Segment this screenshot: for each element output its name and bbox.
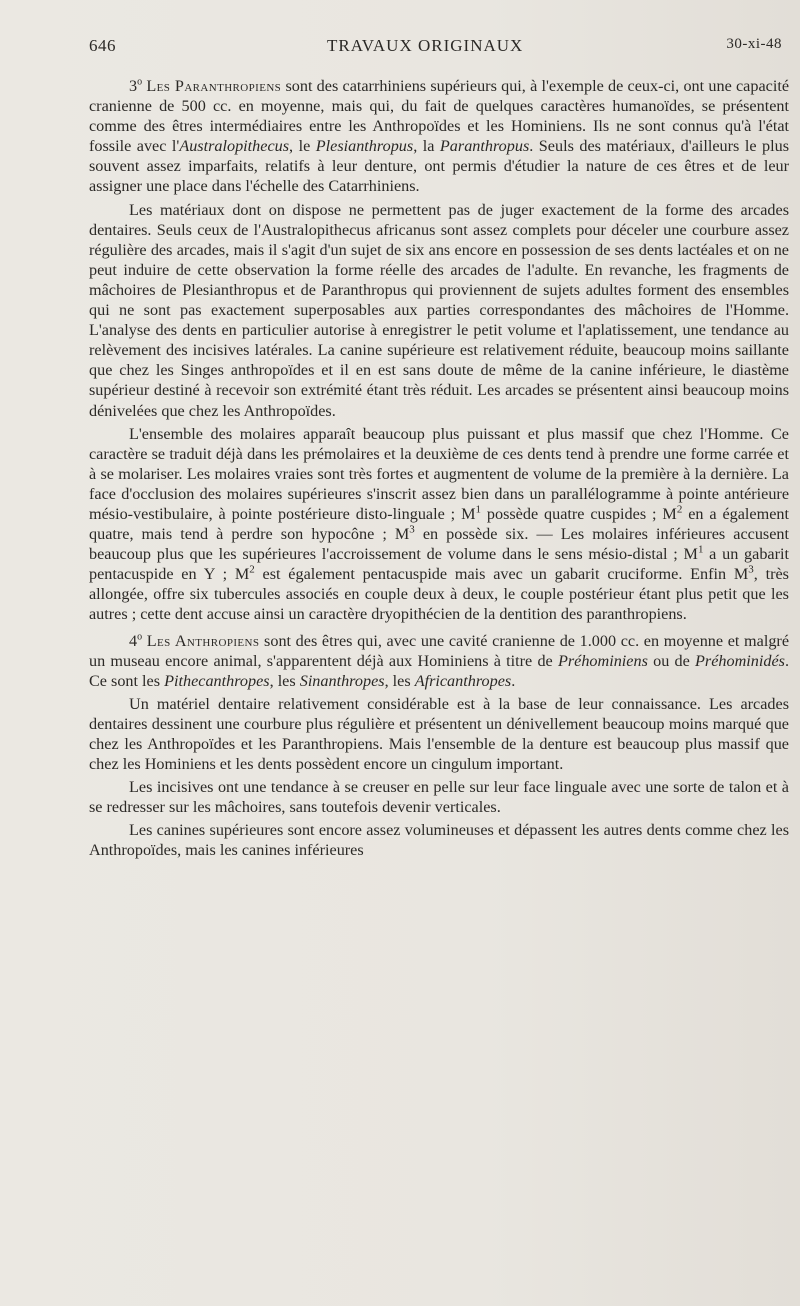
taxon-name: Australopithecus: [179, 137, 290, 156]
tooth-index: 3: [748, 563, 754, 576]
taxon-name: Préhominidés: [695, 651, 785, 670]
section-number: 4: [129, 631, 138, 650]
issue-date: 30-xi-48: [726, 36, 782, 52]
running-head: [89, 36, 782, 60]
section-degree: o: [137, 76, 143, 88]
section-heading: Les Paranthropiens: [146, 77, 282, 95]
paragraph-canines: Les canines supérieures sont encore assez volumineuses et dépassent les autres dents comme chez les Anthropoïdes, mais les canines inférieures: [89, 821, 789, 860]
paragraph-arcades: Les matériaux dont on dispose ne permettent pas de juger exactement de la forme des arcades dentaires. Seuls ceux de l'Australopithecus africanus sont assez complets pour déceler une courbure assez régulière des arcades, mais il s'agit d'un sujet de six ans encore en possession de ses dents lactéales et on ne peut induire de cette observation la forme réelle des arcades de l'adulte. En revanche, les fragments de mâchoires de Plesianthropus et de Paranthropus qui proviennent de sujets adultes forment des ensembles qui ne sont pas exactement superposables aux parties correspondantes des mâchoires de l'Homme. L'analyse des dents en particulier autorise à enregistrer le petit volume et l'aplatissement, une tendance au relèvement des incisives latérales. La canine supérieure est relativement réduite, beaucoup moins saillante que chez les Singes anthropoïdes et il en est sans doute de même de la canine inférieure, le diastème supérieur destiné à recevoir son extrémité étant très réduit. Les arcades se présentent ainsi beaucoup moins dénivelées que chez les Anthropoïdes.: [89, 200, 789, 420]
section-heading: Les Anthropiens: [146, 631, 260, 650]
section-number: 3: [129, 77, 138, 95]
tooth-index: 2: [249, 563, 255, 576]
taxon-name: Pithecanthropes: [164, 671, 270, 690]
taxon-name: Africanthropes: [414, 671, 512, 690]
paragraph-molaires: L'ensemble des molaires apparaît beaucoup plus puissant et plus massif que chez l'Homme. Ce caractère se traduit déjà dans les prémolaires et la deuxième de ces dents tend à prendre une forme carrée et à se molariser. Les molaires vraies sont très fortes et augmentent de volume de la première à la dernière. La face d'occlusion des molaires supérieures s'inscrit assez bien dans un parallélogramme à pointe antérieure mésio-vestibulaire, à pointe postérieure disto-linguale ; $M^1$ possède quatre cuspides ; $M^2$ en a également quatre, mais tend à perdre son hypocône ; $M^3$ en possède six. — Les molaires inférieures accusent beaucoup plus que les supérieures l'accroissement de volume dans le sens mésio-distal ; $M^1$ a un gabarit pentacuspide en Y ; $M^2$ est également pentacuspide mais avec un gabarit cruciforme. Enfin $M^3$, très allongée, offre six tubercules associés en couple deux à deux, le couple postérieur étant plus petit que les autres ; cette dent accuse ainsi un caractère dryopithécien de la dentition des paranthropiens.: [89, 424, 789, 624]
tooth-index: 1: [475, 503, 481, 516]
running-title: TRAVAUX ORIGINAUX: [327, 36, 524, 55]
paragraph-paranthropiens: 3$^o$ Les Paranthropiens sont des catarrhiniens supérieurs qui, à l'exemple de ceux-ci, ont une capacité cranienne de 500 cc. en moyenne, mais qui, du fait de quelques caractères humanoïdes, se présentent comme des êtres intermédiaires entre les Anthropoïdes et les Hominiens. Ils ne sont connus qu'à l'état fossile avec l'Australopithecus, le Plesianthropus, la Paranthropus. Seuls des matériaux, d'ailleurs le plus souvent assez imparfaits, relatifs à leur denture, ont permis d'étudier la nature de ces êtres et de leur assigner une place dans l'échelle des Catarrhiniens.: [89, 76, 790, 196]
paragraph-incisives: Les incisives ont une tendance à se creuser en pelle sur leur face linguale avec une sorte de talon et à se redresser sur les mâchoires, sans toutefois devenir verticales.: [89, 778, 789, 817]
tooth-index: 3: [409, 523, 415, 536]
body-text: [89, 76, 789, 861]
paragraph-anthropiens: 4$^o$ Les Anthropiens sont des êtres qui, avec une cavité cranienne de 1.000 cc. en moyenne et malgré un museau encore animal, s'apparentent déjà aux Hominiens à titre de Préhominiens ou de Préhominidés. Ce sont les Pithecanthropes, les Sinanthropes, les Africanthropes.: [89, 631, 789, 690]
taxon-name: Préhominiens: [557, 651, 648, 670]
taxon-name: Paranthropus: [439, 137, 530, 156]
section-degree: o: [137, 631, 143, 643]
paragraph-materiel: Un matériel dentaire relativement considérable est à la base de leur connaissance. Les arcades dentaires dessinent une courbure plus régulière et présentent un dénivellement beaucoup moins marqué que chez les Anthropoïdes et les Paranthropiens. Mais l'ensemble de la denture est beaucoup plus massif que chez les Hominiens et les dents possèdent encore un cingulum important.: [89, 694, 789, 774]
taxon-name: Plesianthropus: [315, 137, 414, 156]
tooth-index: 1: [697, 543, 704, 556]
taxon-name: Sinanthropes: [299, 671, 385, 690]
page-number: 646: [89, 36, 116, 55]
tooth-index: 2: [676, 503, 683, 516]
